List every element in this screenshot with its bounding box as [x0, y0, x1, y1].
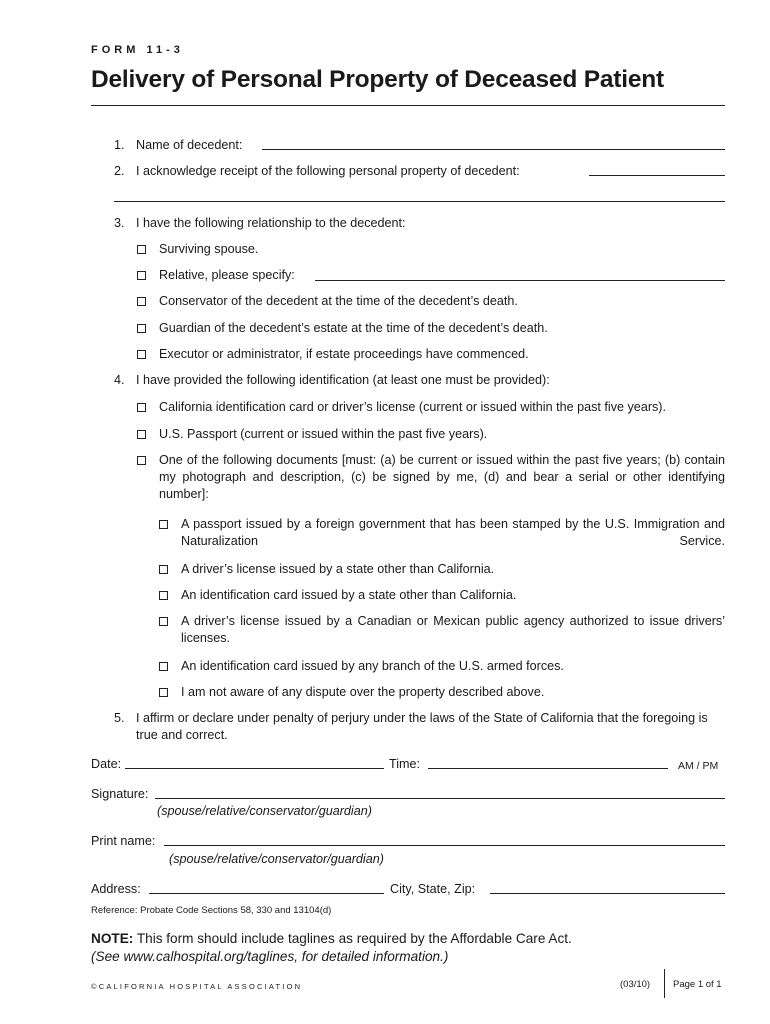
conservator-checkbox[interactable]: [137, 297, 146, 306]
doc-option-label: An identification card issued by any branch of the U.S. armed forces.: [181, 659, 564, 673]
footer-divider: [664, 969, 665, 998]
option-label: Relative, please specify:: [159, 268, 295, 282]
item-4-label: I have provided the following identification (at least one must be provided):: [136, 373, 550, 387]
address-label: Address:: [91, 882, 141, 896]
note-label: NOTE:: [91, 931, 134, 946]
armed-forces-id-checkbox[interactable]: [159, 662, 168, 671]
note-block: [91, 930, 572, 966]
city-state-zip-label: City, State, Zip:: [390, 882, 476, 896]
ca-id-checkbox[interactable]: [137, 403, 146, 412]
reference-text: Reference: Probate Code Sections 58, 330 and 13104(d): [91, 905, 332, 916]
property-field-line-2[interactable]: [114, 201, 725, 202]
footer-revision-date: (03/10): [620, 979, 651, 990]
decedent-name-field[interactable]: [262, 149, 725, 150]
surviving-spouse-checkbox[interactable]: [137, 245, 146, 254]
option-label: Guardian of the decedent’s estate at the time of the decedent’s death.: [159, 321, 548, 335]
option-label: Executor or administrator, if estate proceedings have commenced.: [159, 347, 529, 361]
item-2-label: I acknowledge receipt of the following personal property of decedent:: [136, 164, 520, 178]
print-name-field[interactable]: [164, 845, 725, 846]
footer-page-number: Page 1 of 1: [673, 979, 722, 990]
other-documents-checkbox[interactable]: [137, 456, 146, 465]
doc-option-label: A driver’s license issued by a Canadian or Mexican public agency authorized to issue drivers’ licenses.: [181, 614, 725, 645]
other-state-license-checkbox[interactable]: [159, 565, 168, 574]
print-name-label: Print name:: [91, 834, 156, 848]
title-divider: [91, 105, 725, 106]
item-5-number: 5.: [114, 711, 125, 725]
item-4-number: 4.: [114, 373, 125, 387]
item-5-label: I affirm or declare under penalty of perjury under the laws of the State of California that the foregoing is true and correct.: [136, 711, 708, 742]
note-text: This form should include taglines as required by the Affordable Care Act.: [133, 931, 572, 946]
doc-option-label: A driver’s license issued by a state other than California.: [181, 562, 495, 576]
page-title: Delivery of Personal Property of Deceased Patient: [91, 66, 664, 93]
item-2-number: 2.: [114, 164, 125, 178]
no-dispute-checkbox[interactable]: [159, 688, 168, 697]
signature-field[interactable]: [155, 798, 725, 799]
option-label: One of the following documents [must: (a) be current or issued within the past five years; (b) contain my photograph and description, (c) be signed by me, (d) and bear a serial or other identifying number]:: [159, 453, 725, 501]
signature-hint: (spouse/relative/conservator/guardian): [157, 804, 372, 818]
print-name-hint: (spouse/relative/conservator/guardian): [169, 852, 384, 866]
item-3-number: 3.: [114, 216, 125, 230]
address-field[interactable]: [149, 893, 384, 894]
form-number: FORM 11-3: [91, 44, 184, 56]
time-label: Time:: [389, 757, 421, 771]
option-label: U.S. Passport (current or issued within the past five years).: [159, 427, 488, 441]
footer-copyright: ©CALIFORNIA HOSPITAL ASSOCIATION: [91, 982, 303, 991]
doc-option-label: I am not aware of any dispute over the property described above.: [181, 685, 545, 699]
relative-checkbox[interactable]: [137, 271, 146, 280]
note-taglines-link-text: (See www.calhospital.org/taglines, for detailed information.): [91, 949, 449, 964]
foreign-passport-checkbox[interactable]: [159, 520, 168, 529]
option-label: Conservator of the decedent at the time of the decedent’s death.: [159, 294, 518, 308]
relative-specify-field[interactable]: [315, 280, 725, 281]
item-1-label: Name of decedent:: [136, 138, 243, 152]
city-state-zip-field[interactable]: [490, 893, 725, 894]
am-pm-label: AM / PM: [678, 760, 719, 772]
item-3-label: I have the following relationship to the decedent:: [136, 216, 406, 230]
doc-option-label: A passport issued by a foreign government that has been stamped by the U.S. Immigration and Naturalization Service.: [181, 517, 725, 548]
item-1-number: 1.: [114, 138, 125, 152]
signature-label: Signature:: [91, 787, 149, 801]
us-passport-checkbox[interactable]: [137, 430, 146, 439]
other-state-id-checkbox[interactable]: [159, 591, 168, 600]
option-label: Surviving spouse.: [159, 242, 259, 256]
doc-option-label: An identification card issued by a state other than California.: [181, 588, 517, 602]
canada-mexico-license-checkbox[interactable]: [159, 617, 168, 626]
guardian-checkbox[interactable]: [137, 324, 146, 333]
option-label: California identification card or driver’s license (current or issued within the past five years).: [159, 400, 667, 414]
executor-checkbox[interactable]: [137, 350, 146, 359]
property-field-line-1[interactable]: [589, 175, 725, 176]
time-field[interactable]: [428, 768, 668, 769]
date-field[interactable]: [125, 768, 384, 769]
date-label: Date:: [91, 757, 122, 771]
